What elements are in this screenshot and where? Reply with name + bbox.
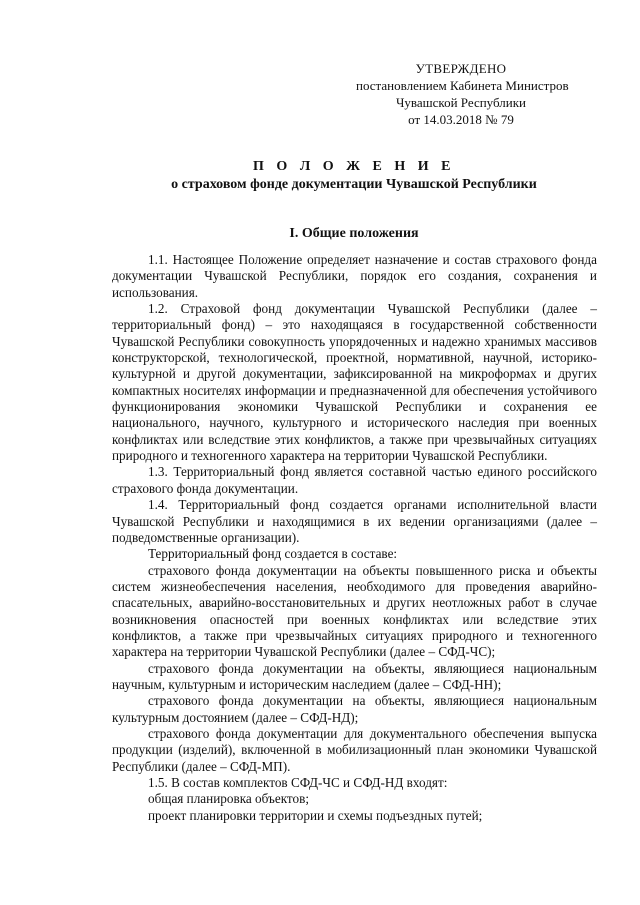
approval-label: УТВЕРЖДЕНО (415, 61, 507, 76)
section-heading: I. Общие положения (289, 226, 419, 241)
paragraph-1-2: 1.2. Страховой фонд документации Чувашской Республики (далее – территориальный фонд) – это находящаяся в государственной собственности Чувашской Республики совокупность упорядоченных и надежно хранимых массивов конструкторской, технологической, проектной, нормативной, научной, историко-культурной и другой документации, зафиксированной на микроформах и других компактных носителях информации и предназначенной для обеспечения устойчивого функционирования экономики Чувашской Республики и сохранения ее национального, научного, культурного и исторического наследия при военных конфликтах или вследствие этих конфликтов, а также при чрезвычайных ситуациях природного и техногенного характера на территории Чувашской Республики. (112, 301, 597, 464)
list-item-sfd-nd: страхового фонда документации на объекты, являющиеся национальным культурным достоянием (далее – СФД-НД); (112, 693, 597, 725)
paragraph-composition-intro: Территориальный фонд создается в составе: (148, 546, 398, 562)
document-title-heading: П О Л О Ж Е Н И Е (253, 159, 455, 174)
paragraph-1-5: 1.5. В состав комплектов СФД-ЧС и СФД-НД входят: (148, 775, 448, 790)
approval-authority: постановлением Кабинета Министров (356, 78, 569, 93)
document-body (112, 252, 597, 824)
list-item-sfd-nn: страхового фонда документации на объекты, являющиеся национальным научным, культурным и историческим наследием (далее – СФД-НН); (112, 660, 597, 692)
document-title (104, 158, 604, 194)
approval-stamp (356, 60, 569, 128)
list-item-sfd-chs: страхового фонда документации на объекты повышенного риска и объекты систем жизнеобеспечения населения, необходимого для проведения аварийно-спасательных, аварийно-восстановительных и других неотложных работ в случае возникновения опасностей при военных конфликтах или вследствие этих конфликтов, а также при чрезвычайных ситуациях природного и техногенного характера на территории Чувашской Республики (далее – СФД-ЧС); (112, 562, 597, 660)
approval-date-number: от 14.03.2018 № 79 (408, 112, 514, 127)
paragraph-1-3: 1.3. Территориальный фонд является составной частью единого российского страхового фонда документации. (112, 464, 597, 496)
list-item-sfd-mp: страхового фонда документации для документального обеспечения выпуска продукции (изделий), включенной в мобилизационный план экономики Чувашской Республики (далее – СФД-МП). (112, 725, 597, 774)
document-title-subtitle: о страховом фонде документации Чувашской Республики (171, 177, 537, 192)
list-item-territory-plan: проект планировки территории и схемы подъездных путей; (148, 807, 483, 823)
paragraph-1-4: 1.4. Территориальный фонд создается органами исполнительной власти Чувашской Республики и находящимися в их ведении организациями (далее – подведомственные организации). (112, 497, 597, 545)
paragraph-1-1: 1.1. Настоящее Положение определяет назначение и состав страхового фонда документации Чувашской Республики, порядок его создания, сохранения и использования. (112, 252, 597, 300)
approval-republic: Чувашской Республики (395, 95, 527, 110)
list-item-general-layout: общая планировка объектов; (148, 791, 310, 807)
